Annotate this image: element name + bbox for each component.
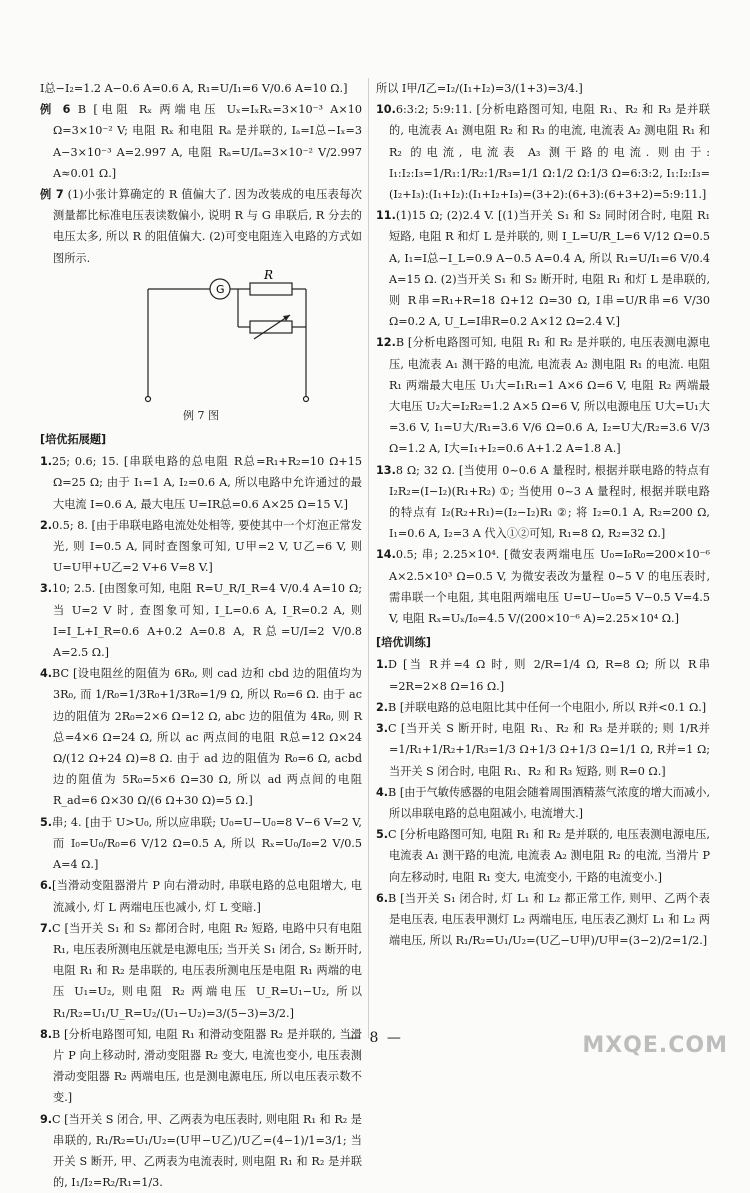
item-number: 4. [40, 667, 53, 681]
item-text: 串; 4. [由于 U>U₀, 所以应串联; U₀=U−U₀=8 V−6 V=2 V, 而 I₀=U₀/R₀=6 V/12 Ω=0.5 A, 所以 Rₓ=U₀/I₀=2 V/0.5 A=4 Ω.] [52, 815, 362, 872]
page-number: — 8 — [347, 1030, 403, 1046]
item-text: 0.5; 8. [由于串联电路电流处处相等, 要使其中一个灯泡正常发光, 则 I=0.5 A, 同时查图象可知, U甲=2 V, U乙=6 V, 则 U=U甲+U乙=2 V+6 V=8 V.] [52, 518, 362, 575]
item-number: 1. [376, 658, 389, 672]
item-text: B [当开关 S₁ 闭合时, 灯 L₁ 和 L₂ 都正常工作, 则甲、乙两个表是电压表, 电压表甲测灯 L₂ 两端电压, 电压表乙测灯 L₁ 和 L₂ 两端电压, 所以 R₁/R₂=U₁/U₂=(U乙−U甲)/U甲=(3−2)/2=1/2.] [388, 891, 710, 948]
list-item [376, 332, 710, 459]
item-text: B [由于气敏传感器的电阻会随着周围酒精蒸气浓度的增大而减小, 所以串联电路的总电阻减小, 电流增大.] [388, 785, 710, 820]
resistor-label: R [264, 268, 274, 282]
item-text: C [分析电路图可知, 电阻 R₁ 和 R₂ 是并联的, 电压表测电源电压, 电流表 A₁ 测干路的电流, 电流表 A₂ 测电阻 R₂ 的电流, 当滑片 P 向左移动时, 电阻 R₁ 变大, 电流变小, 干路的电流变小.] [388, 828, 710, 884]
list-item [40, 812, 362, 876]
list-item [40, 875, 362, 917]
example-6 [40, 99, 362, 184]
galvanometer-label: G [216, 282, 225, 296]
list-item [376, 697, 710, 718]
variable-resistor-arrow [283, 315, 290, 321]
example-6-label: 例 6 [40, 103, 71, 117]
answer-continued: 所以 I甲/I乙=I₂/(I₁+I₂)=3/(1+3)=3/4.] [376, 82, 583, 95]
list-item [376, 460, 710, 545]
example-7 [40, 184, 362, 269]
item-text: B [并联电路的总电阻比其中任何一个电阻小, 所以 R并<0.1 Ω.] [388, 700, 707, 714]
item-number: 4. [376, 785, 389, 799]
item-text: B [分析电路图可知, 电阻 R₁ 和滑动变阻器 R₂ 是并联的, 当滑片 P 向上移动时, 滑动变阻器 R₂ 变大, 电流也变小, 电压表测滑动变阻器 R₂ 两端电压, 也是测电源电压, 所以电压表示数不变.] [52, 1027, 362, 1105]
list-item [40, 578, 362, 663]
list-item [376, 99, 710, 205]
section-title-extension: [培优拓展题] [40, 433, 107, 447]
item-text: 0.5; 串; 2.25×10⁴. [微安表两端电压 U₀=I₀R₀=200×10⁻⁶ A×2.5×10³ Ω=0.5 V, 为微安表改为量程 0~5 V 的电压表时, 需串联一个电阻, 其电阻两端电压 U=U−U₀=5 V−0.5 V=4.5 V, 电阻 Rₓ=Uₓ/I₀=4.5 V/(200×10⁻⁶ A)=2.25×10⁴ Ω.] [389, 548, 710, 626]
item-text: BC [设电阻丝的阻值为 6R₀, 则 cad 边和 cbd 边的阻值均为 3R₀, 而 1/R₀=1/3R₀+1/3R₀=1/9 Ω, 所以 R₀=6 Ω. 由于 ac 边的阻值为 2R₀=2×6 Ω=12 Ω, abc 边的阻值为 4R₀, 则 R总=4×6 Ω=24 Ω, 所以 ac 两点间的电阻 R总=12 Ω×24 Ω/(12 Ω+24 Ω)=8 Ω. 由于 ad 边的阻值为 R₀=6 Ω, acbd 边的阻值为 5R₀=5×6 Ω=30 Ω, 所以 ad 两点间的电阻 R_ad=6 Ω×30 Ω/(6 Ω+30 Ω)=5 Ω.] [52, 667, 362, 808]
item-text: D [当 R并=4 Ω 时, 则 2/R=1/4 Ω, R=8 Ω; 所以 R串=2R=2×8 Ω=16 Ω.] [388, 658, 710, 693]
item-number: 7. [40, 921, 53, 935]
list-item [40, 451, 362, 515]
terminal-left [146, 396, 151, 401]
example-7-text: (1)小张计算确定的 R 值偏大了. 因为改装成的电压表每次测量都比标准电压表读数偏小, 说明 R 与 G 串联后, R 分去的电压太多, 所以 R 的阻值偏大. (2)可变电阻连入电路的方式如图所示. [53, 188, 362, 265]
item-number: 5. [376, 828, 389, 842]
circuit-diagram [40, 269, 362, 409]
item-number: 3. [376, 722, 389, 736]
watermark-logo: MXQE.COM [582, 1033, 728, 1058]
item-text: C [当开关 S₁ 和 S₂ 都闭合时, 电阻 R₂ 短路, 电路中只有电阻 R₁, 电压表所测电压就是电源电压; 当开关 S₁ 闭合, S₂ 断开时, 电阻 R₁ 和 R₂ 是串联的, 电压表所测电压是电阻 R₁ 两端的电压 U₁=U₂, 则电阻 R₂ 两端电压 U_R=U₁−U₂, 所以 R₁/R₂=U₁/U_R=U₂/(U₁−U₂)=3/(5−3)=3/2.] [52, 921, 362, 1020]
item-number: 9. [40, 1112, 53, 1126]
item-number: 10. [376, 103, 396, 117]
item-number: 8. [40, 1027, 53, 1041]
list-item [376, 824, 710, 888]
list-item [40, 515, 362, 579]
terminal-right [304, 396, 309, 401]
item-text: [当滑动变阻器滑片 P 向右滑动时, 串联电路的总电阻增大, 电流减小, 灯 L 两端电压也减小, 灯 L 变暗.] [52, 879, 362, 914]
list-item [376, 544, 710, 629]
item-text: 8 Ω; 32 Ω. [当使用 0~0.6 A 量程时, 根据并联电路的特点有 I₂R₂=(I−I₂)(R₁+R₂) ①; 当使用 0~3 A 量程时, 根据并联电路的特点有 I₂(R₂+R₁)=(I₂−I₂)R₁ ②; 将 I₂=0.1 A, R₂=200 Ω, I₁=0.6 A, I₂=3 A 代入①②可知, R₁=8 Ω, R₂=32 Ω.] [389, 463, 710, 541]
item-text: 6:3:2; 5:9:11. [分析电路图可知, 电阻 R₁、R₂ 和 R₃ 是并联的, 电流表 A₁ 测电阻 R₂ 和 R₃ 的电流, 电流表 A₂ 测电阻 R₁ 和 R₂ 的电流, 电流表 A₃ 测干路的电流. 则由于: I₁:I₂:I₃=1/R₁:1/R₂:1/R₃=1/1 Ω:1/2 Ω:1/3 Ω=6:3:2, I₁:I₂:I₃=(I₂+I₃):(I₁+I₂):(I₁+I₂+I₃)=(3+2):(6+3):(6+3+2)=5:9:11.] [389, 103, 710, 202]
item-number: 11. [376, 209, 396, 223]
list-item [40, 663, 362, 811]
item-number: 2. [40, 518, 53, 532]
item-number: 1. [40, 455, 53, 469]
item-number: 12. [376, 336, 396, 350]
item-text: B [分析电路图可知, 电阻 R₁ 和 R₂ 是并联的, 电压表测电源电压, 电流表 A₁ 测干路的电流, 电流表 A₂ 测电阻 R₁ 的电流. 电阻 R₁ 两端最大电压 U₁大=I₁R₁=1 A×6 Ω=6 V, 电阻 R₂ 两端最大电压 U₂大=I₂R₂=1.2 A×5 Ω=6 V, 所以电源电压 U大=U₁大=3.6 V, I₁=U大/R₁=3.6 V/6 Ω=0.6 A, I₂=U大/R₂=3.6 V/3 Ω=1.2 A, I大=I₁+I₂=0.6 A+1.2 A=1.8 A.] [389, 336, 710, 456]
item-number: 14. [376, 548, 396, 562]
answer-continued: I总−I₂=1.2 A−0.6 A=0.6 A, R₁=U/I₁=6 V/0.6 A=10 Ω.] [40, 82, 348, 95]
figure-caption: 例 7 图 [183, 408, 219, 422]
example-7-label: 例 7 [40, 188, 64, 202]
list-item [376, 782, 710, 824]
item-number: 6. [376, 891, 389, 905]
list-item [40, 918, 362, 1024]
item-text: C [当开关 S 闭合, 甲、乙两表为电压表时, 则电阻 R₁ 和 R₂ 是串联的, R₁/R₂=U₁/U₂=(U甲−U乙)/U乙=(4−1)/1=3/1; 当开关 S 断开, 甲、乙两表为电流表时, 则电阻 R₁ 和 R₂ 是并联的, I₁/I₂=R₂/R₁=1/3. [52, 1112, 362, 1190]
item-text: 10; 2.5. [由图象可知, 电阻 R=U_R/I_R=4 V/0.4 A=10 Ω; 当 U=2 V 时, 查图象可知, I_L=0.6 A, I_R=0.2 A, 则 I=I_L+I_R=0.6 A+0.2 A=0.8 A, R总=U/I=2 V/0.8 A=2.5 Ω.] [52, 582, 362, 660]
list-item [376, 888, 710, 952]
item-text: (1)15 Ω; (2)2.4 V. [(1)当开关 S₁ 和 S₂ 同时闭合时, 电阻 R₁ 短路, 电阻 R 和灯 L 是并联的, 则 I_L=U/R_L=6 V/12 Ω=0.5 A, I₁=I总−I_L=0.9 A−0.5 A=0.4 A, 所以 R₁=U/I₁=6 V/0.4 A=15 Ω. (2)当开关 S₁ 和 S₂ 断开时, 电阻 R₁ 和灯 L 是串联的, 则 R串=R₁+R=18 Ω+12 Ω=30 Ω, I串=U/R串=6 V/30 Ω=0.2 A, U_L=I串R=0.2 A×12 Ω=2.4 V.] [389, 209, 710, 329]
list-item [376, 205, 710, 332]
item-number: 13. [376, 463, 396, 477]
item-number: 5. [40, 815, 53, 829]
section-title-training: [培优训练] [376, 636, 431, 650]
item-number: 2. [376, 700, 389, 714]
example-7-circuit-figure [40, 269, 362, 409]
column-divider [368, 78, 369, 1038]
item-text: C [当开关 S 断开时, 电阻 R₁、R₂ 和 R₃ 是并联的; 则 1/R并=1/R₁+1/R₂+1/R₃=1/3 Ω+1/3 Ω+1/3 Ω=1/1 Ω, R并=1 Ω; 当开关 S 闭合时, 电阻 R₁、R₂ 和 R₃ 短路, 则 R=0 Ω.] [388, 722, 710, 778]
left-column [40, 78, 362, 1193]
list-item [376, 654, 710, 696]
example-6-text: B [电阻 Rₓ 两端电压 Uₓ=IₓRₓ=3×10⁻³ A×10 Ω=3×10⁻² V; 电阻 Rₓ 和电阻 Rₐ 是并联的, Iₐ=I总−Iₓ=3 A−3×10⁻³ A=2.997 A, 电阻 Rₐ=U/Iₐ=3×10⁻² V/2.997 A≈0.01 Ω.] [53, 103, 362, 180]
item-text: 25; 0.6; 15. [串联电路的总电阻 R总=R₁+R₂=10 Ω+15 Ω=25 Ω; 由于 I₁=1 A, I₂=0.6 A, 所以电路中允许通过的最大电流 I=0.6 A, 最大电压 U=IR总=0.6 A×25 Ω=15 V.] [52, 455, 362, 511]
item-number: 6. [40, 879, 53, 893]
list-item [376, 718, 710, 782]
item-number: 3. [40, 582, 53, 596]
right-column [376, 78, 710, 951]
list-item [40, 1109, 362, 1193]
